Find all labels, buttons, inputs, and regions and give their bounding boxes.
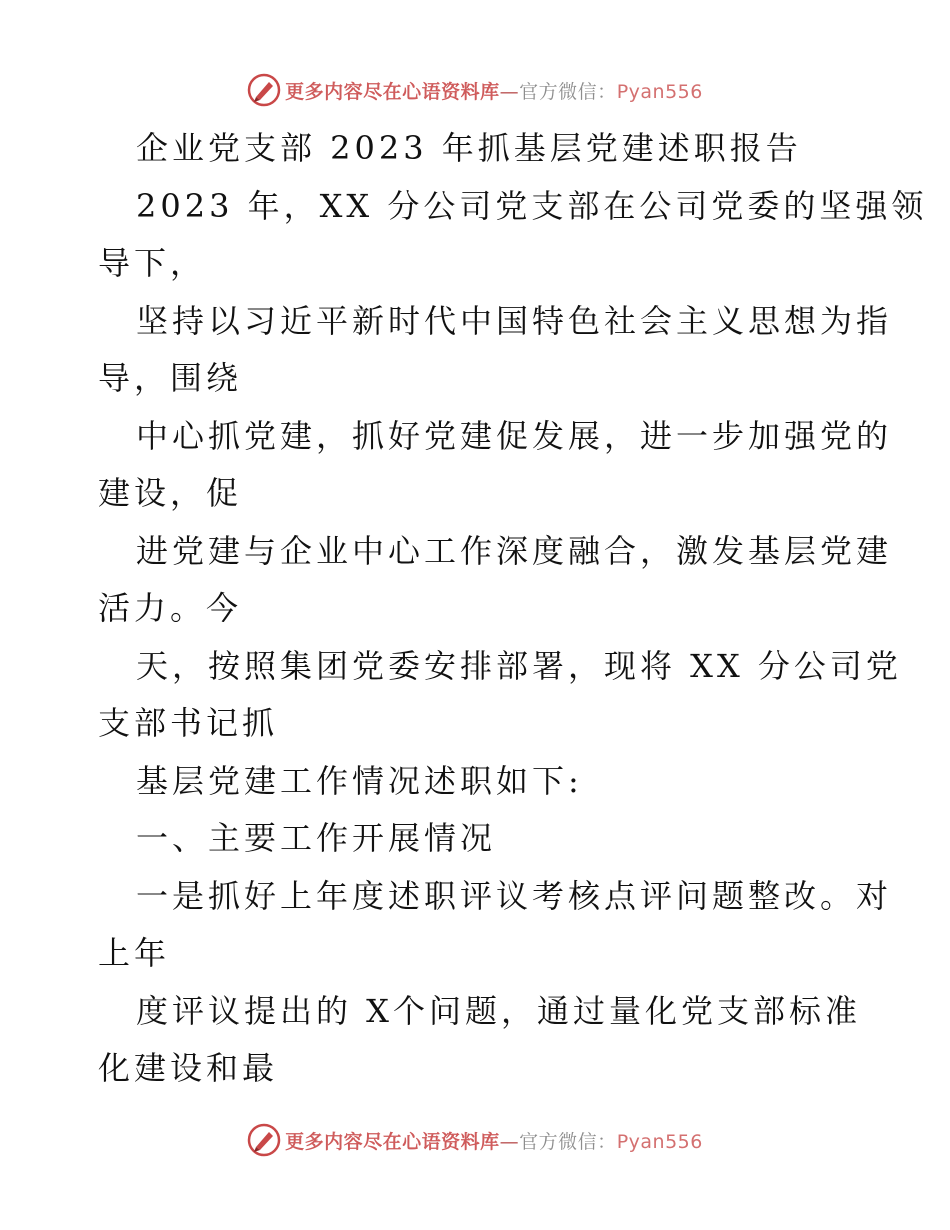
body-line: 上年: [98, 934, 171, 972]
pen-logo-icon: [247, 1123, 281, 1157]
footer-banner-text: [285, 1127, 703, 1154]
body-line: 天，按照集团党委安排部署，现将 XX 分公司党: [136, 646, 902, 685]
header-wechat-label: 官方微信：: [519, 80, 617, 103]
footer-separator: —: [499, 1130, 520, 1153]
header-brand-text: 更多内容尽在心语资料库: [285, 80, 500, 103]
body-line: 活力。今: [98, 589, 243, 627]
footer-wechat-label: 官方微信：: [519, 1130, 617, 1153]
body-line: 导，围绕: [98, 359, 243, 397]
header-banner: [0, 70, 950, 110]
section-heading: 一、主要工作开展情况: [136, 819, 497, 857]
body-line: 进党建与企业中心工作深度融合，激发基层党建: [136, 531, 893, 570]
body-line: 一是抓好上年度述职评议考核点评问题整改。对: [136, 876, 893, 915]
body-line: 2023 年，XX 分公司党支部在公司党委的坚强领: [136, 186, 928, 225]
header-wechat-handle: Pyan556: [616, 80, 703, 103]
body-line: 度评议提出的 X个问题，通过量化党支部标准: [136, 991, 861, 1030]
body-line: 化建设和最: [98, 1049, 279, 1087]
body-line: 坚持以习近平新时代中国特色社会主义思想为指: [136, 301, 893, 340]
header-separator: —: [499, 80, 520, 103]
body-line: 导下，: [98, 244, 207, 282]
document-body: [98, 120, 928, 1098]
body-line: 支部书记抓: [98, 704, 279, 742]
header-banner-text: [285, 77, 703, 104]
footer-brand-text: 更多内容尽在心语资料库: [285, 1130, 500, 1153]
body-line: 建设，促: [98, 474, 243, 512]
body-line: 中心抓党建，抓好党建促发展，进一步加强党的: [136, 416, 893, 455]
document-title: 企业党支部 2023 年抓基层党建述职报告: [136, 129, 802, 167]
footer-wechat-handle: Pyan556: [616, 1130, 703, 1153]
footer-banner: [0, 1120, 950, 1160]
body-line: 基层党建工作情况述职如下:: [136, 761, 583, 800]
pen-logo-icon: [247, 73, 281, 107]
